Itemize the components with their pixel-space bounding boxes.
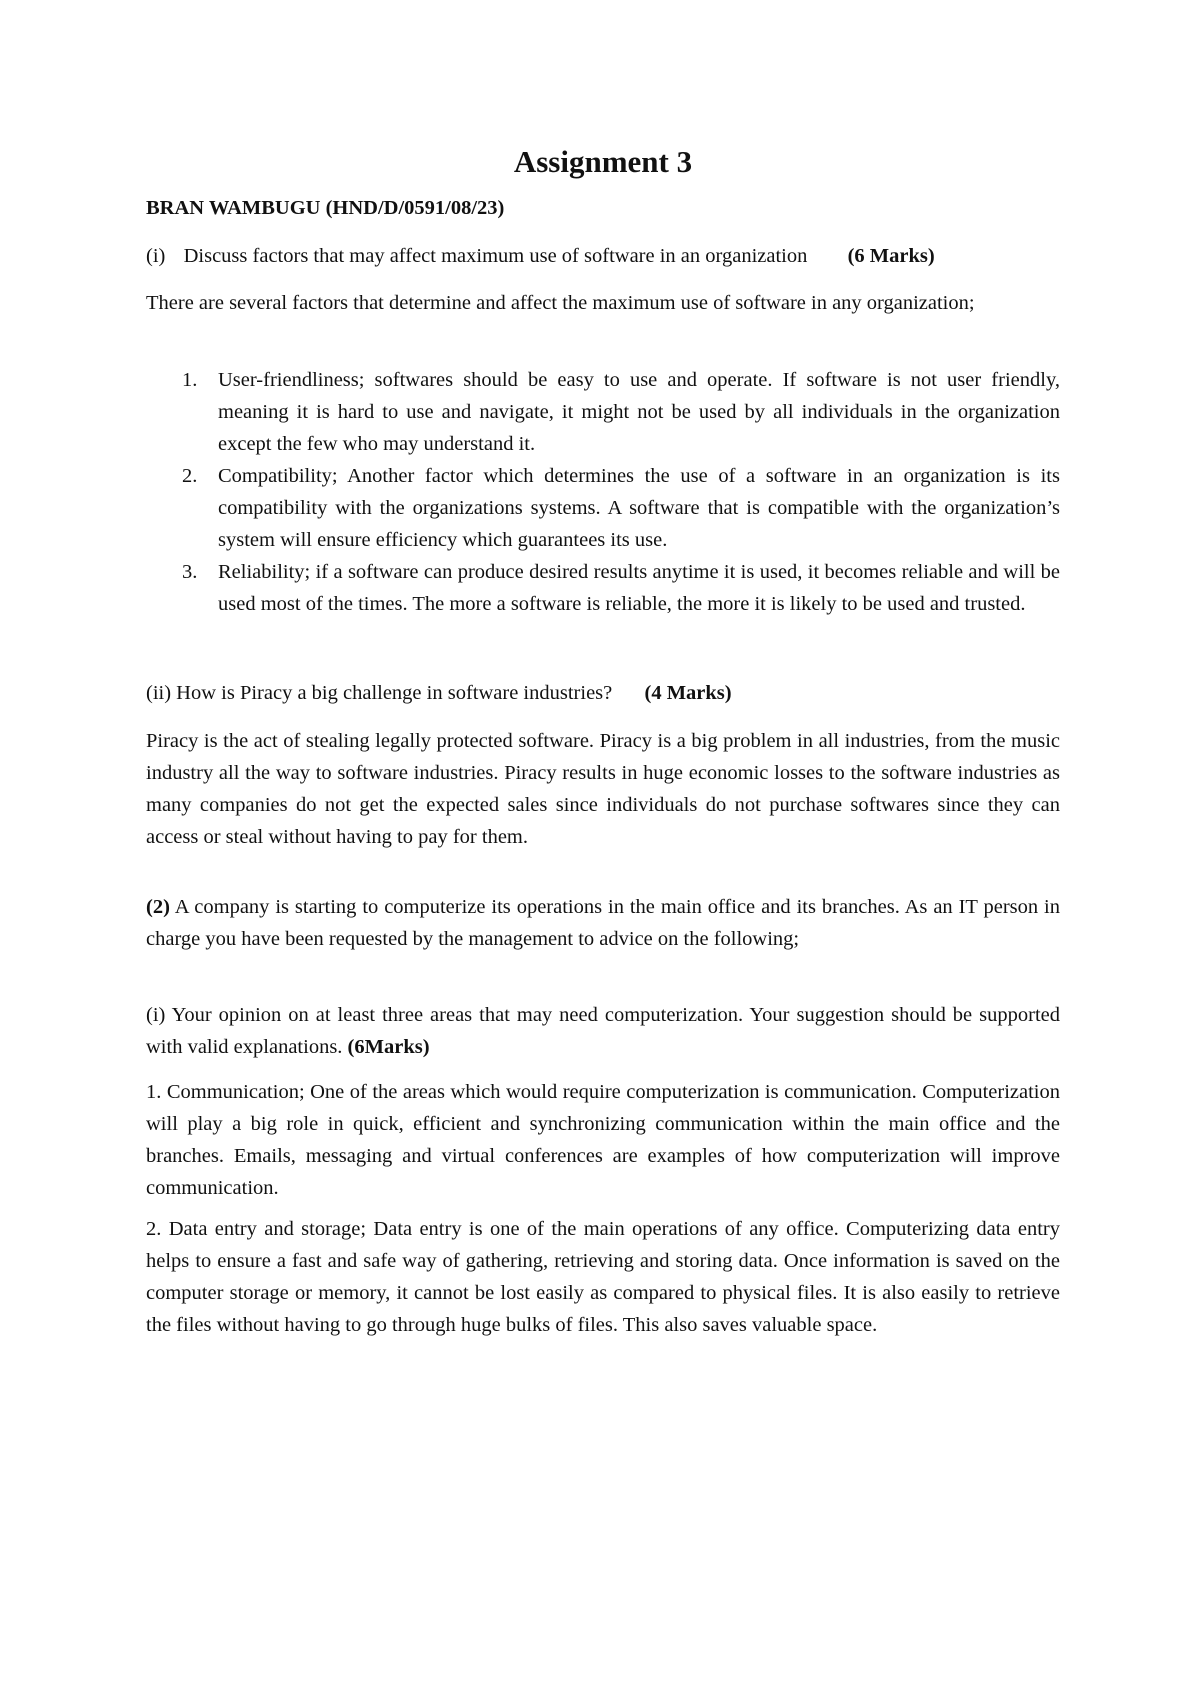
list-item <box>146 364 1060 460</box>
question-1 <box>146 240 1060 272</box>
question-2-marks: (4 Marks) <box>644 682 732 704</box>
section-2-question-1 <box>146 999 1060 1063</box>
question-2-answer: Piracy is the act of stealing legally protected software. Piracy is a big problem in all industries, from the music industry all the way to software industries. Piracy results in huge economic losses to the software industries as many companies do not get the expected sales since individuals do not purchase softwares since they can access or steal without having to pay for them. <box>146 730 1060 848</box>
question-1-label: (i) <box>146 245 166 267</box>
list-item-text: Reliability; if a software can produce desired results anytime it is used, it becomes reliable and will be used most of the times. The more a software is reliable, the more it is likely to be used and trusted. <box>218 561 1060 615</box>
list-item-text: User-friendliness; softwares should be easy to use and operate. If software is not user friendly, meaning it is hard to use and navigate, it might not be used by all individuals in the organization except the few who may understand it. <box>218 369 1060 455</box>
author-line: BRAN WAMBUGU (HND/D/0591/08/23) <box>146 197 505 219</box>
list-item-number: 2. <box>182 465 198 487</box>
question-2 <box>146 677 1060 709</box>
factors-list <box>146 364 1060 620</box>
section-2-intro <box>146 891 1060 955</box>
section-2-question-1-text: (i) Your opinion on at least three areas that may need computerization. Your suggestion should be supported with valid explanations. <box>146 1004 1060 1058</box>
question-1-intro: There are several factors that determine and affect the maximum use of software in any organization; <box>146 292 975 314</box>
question-2-text: (ii) How is Piracy a big challenge in software industries? <box>146 682 613 704</box>
question-1-text: Discuss factors that may affect maximum use of software in an organization <box>183 245 808 267</box>
list-item <box>146 460 1060 556</box>
list-item-number: 1. <box>182 369 198 391</box>
section-2-label: (2) <box>146 896 170 918</box>
answer-data-entry: 2. Data entry and storage; Data entry is one of the main operations of any office. Computerizing data entry helps to ensure a fast and safe way of gathering, retrieving and storing data. Once information is saved on the computer storage or memory, it cannot be lost easily as compared to physical files. It is also easily to retrieve the files without having to go through huge bulks of files. This also saves valuable space. <box>146 1218 1060 1336</box>
page-title: Assignment 3 <box>513 144 693 179</box>
question-1-marks: (6 Marks) <box>847 245 935 267</box>
section-2-question-1-marks: (6Marks) <box>347 1036 430 1058</box>
list-item-number: 3. <box>182 561 198 583</box>
list-item-text: Compatibility; Another factor which determines the use of a software in an organization is its compatibility with the organizations systems. A software that is compatible with the organization’s system will ensure efficiency which guarantees its use. <box>218 465 1060 551</box>
section-2-text: A company is starting to computerize its operations in the main office and its branches. As an IT person in charge you have been requested by the management to advice on the following; <box>146 896 1060 950</box>
list-item <box>146 556 1060 620</box>
answer-communication: 1. Communication; One of the areas which would require computerization is communication. Computerization will play a big role in quick, efficient and synchronizing communication within the main office and the branches. Emails, messaging and virtual conferences are examples of how computerization will improve communication. <box>146 1081 1060 1199</box>
